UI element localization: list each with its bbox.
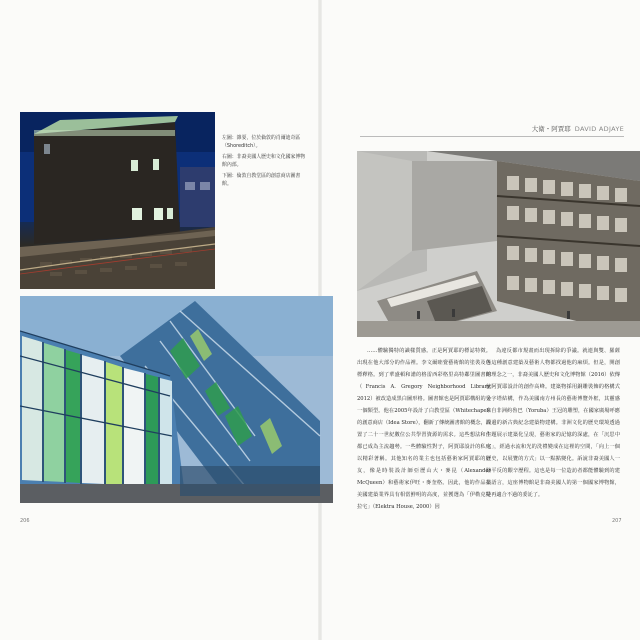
caption-line-left: 左圖：雜耍，位於倫敦的肖爾迪奇區（Shoreditch）。 — [222, 135, 301, 150]
page-number-right: 207 — [612, 518, 622, 524]
header-rule — [360, 136, 624, 137]
caption-line-right: 右圖：非裔美國人歷史和文化國家博物館內部。 — [222, 154, 306, 169]
running-header-chinese: 大衛・阿賈耶 — [531, 125, 571, 133]
body-text-column-right — [486, 345, 620, 501]
running-header-english: DAVID ADJAYE — [574, 125, 624, 133]
running-header — [517, 124, 624, 133]
body-text-column-left — [357, 345, 491, 513]
photo-dirty-house-night — [20, 112, 215, 289]
caption-line-bottom: 下圖：倫敦自教堂區的創意商店圖書館。 — [222, 173, 301, 188]
photo-nmaahc-interior — [357, 151, 640, 337]
photo-idea-store-whitechapel — [20, 296, 333, 503]
page-number-left: 206 — [20, 518, 30, 524]
body-paragraph: ……體驗獨特的識樣質感。正是阿賈耶的標誌特徵。出現在他大部分的作品裡。李文爾睦覺藝術館的塗裝及色標釋格。到了華盛頓和諧的格雷西彩格里高特鄰里圖書館（Francis A. Gregory Neighborhood Library, 2012）被改造成黑白圖形格。圖書館也是阿賈耶構組的另一個類型。他在2005年設計了白教堂區（Whitechapel）的創意商店（Idea Store），翻新了傳統圖書館的概念，設置了二十一世紀數位公共學習資源的需求。這些想法和作都已成為主流趨勢。一些體驗性對子，阿賈耶設計的私宅以精彩著稱。其他知名的業主也包括藝術家阿賈耶的好友，像是時裝設計師亞歷山大・麥昆（Alexander McQueen）和藝術家伊旺・麥奎格。因此，他的作品在美國建築業界具有相當鮮明的高度，並獲選為「伊勒克特拉宅」（Elektra House, 2000）因 — [357, 348, 491, 510]
photo-caption — [222, 134, 308, 192]
body-paragraph: 為違反都市規畫而出現拆除的爭議。就連與雙、羅薩等這種創意建築及藝術人物都找過他的麻煩。但是，開創的理念之一，非裔美國人歷史和文化博物館（2016）依傳統阿賈耶設計的創作高峰。建築物採用銅雕裝飾的格構式金字塔結構，作為美國南方州長的藝術博覽外框，其靈感來自非洲約魯巴（Yoruba）王冠的雕塑，在國家廣場呼應周邊的新古典紀念建築物建構。非洲文化的歷史環境透過主題展示建築化呈現，藝術家的記憶的深處，在「沉思中庭」，經過水流和光的洗禮變成在這裡的空間，「向上一個歷史，以展覽的方式」以一點點變化。訴說非裔美國人一路平反的艱辛歷程。這也是每一位造訪者都能體驗到的建築語言，這座博物館是非裔美國人的第一個國家博物館，是再適合不過的委託了。 — [486, 348, 620, 498]
